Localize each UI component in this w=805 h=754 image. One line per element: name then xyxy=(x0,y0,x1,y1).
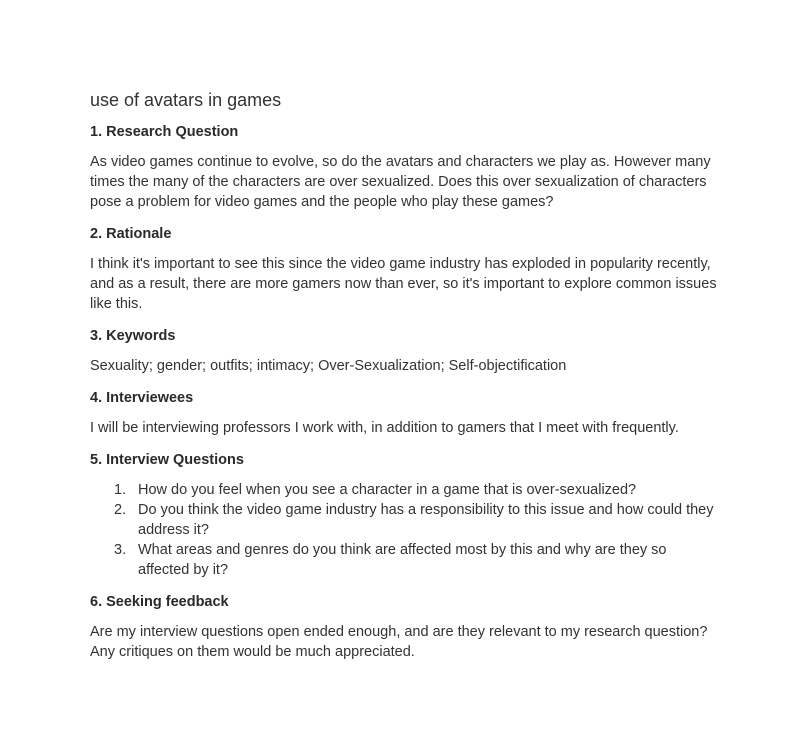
section-body: I think it's important to see this since the video game industry has exploded in popularity recently, and as a result, there are more gamers now than ever, so it's important to explore common issues like this. xyxy=(90,256,717,312)
section-keywords xyxy=(90,326,720,376)
list-item-text: What areas and genres do you think are affected most by this and why are they so affected by it? xyxy=(138,542,667,578)
list-item xyxy=(90,500,720,540)
section-body: I will be interviewing professors I work with, in addition to gamers that I meet with frequently. xyxy=(90,420,679,436)
section-research-question xyxy=(90,122,720,212)
list-item-number: 3. xyxy=(114,542,127,558)
section-body: Are my interview questions open ended enough, and are they relevant to my research question? Any critiques on them would be much appreciated. xyxy=(90,624,708,660)
list-item-text: How do you feel when you see a character in a game that is over-sexualized? xyxy=(138,482,637,498)
list-item-number: 1. xyxy=(114,482,127,498)
section-interview-questions xyxy=(90,450,720,580)
interview-question-list xyxy=(90,480,720,580)
section-heading: 2. Rationale xyxy=(90,226,172,242)
section-body: Sexuality; gender; outfits; intimacy; Over-Sexualization; Self-objectification xyxy=(90,358,567,374)
section-body: As video games continue to evolve, so do the avatars and characters we play as. However many times the many of the characters are over sexualized. Does this over sexualization of characters pose a problem for video games and the people who play these games? xyxy=(90,154,711,210)
list-item-text: Do you think the video game industry has a responsibility to this issue and how could they address it? xyxy=(138,502,714,538)
section-interviewees xyxy=(90,388,720,438)
section-rationale xyxy=(90,224,720,314)
document-page xyxy=(90,88,720,674)
list-item xyxy=(90,540,720,580)
list-item-number: 2. xyxy=(114,502,127,518)
section-heading: 4. Interviewees xyxy=(90,390,194,406)
section-heading: 1. Research Question xyxy=(90,124,239,140)
section-heading: 5. Interview Questions xyxy=(90,452,244,468)
section-heading: 6. Seeking feedback xyxy=(90,594,229,610)
page-title: use of avatars in games xyxy=(90,90,282,110)
section-heading: 3. Keywords xyxy=(90,328,176,344)
list-item xyxy=(90,480,720,500)
section-seeking-feedback xyxy=(90,592,720,662)
